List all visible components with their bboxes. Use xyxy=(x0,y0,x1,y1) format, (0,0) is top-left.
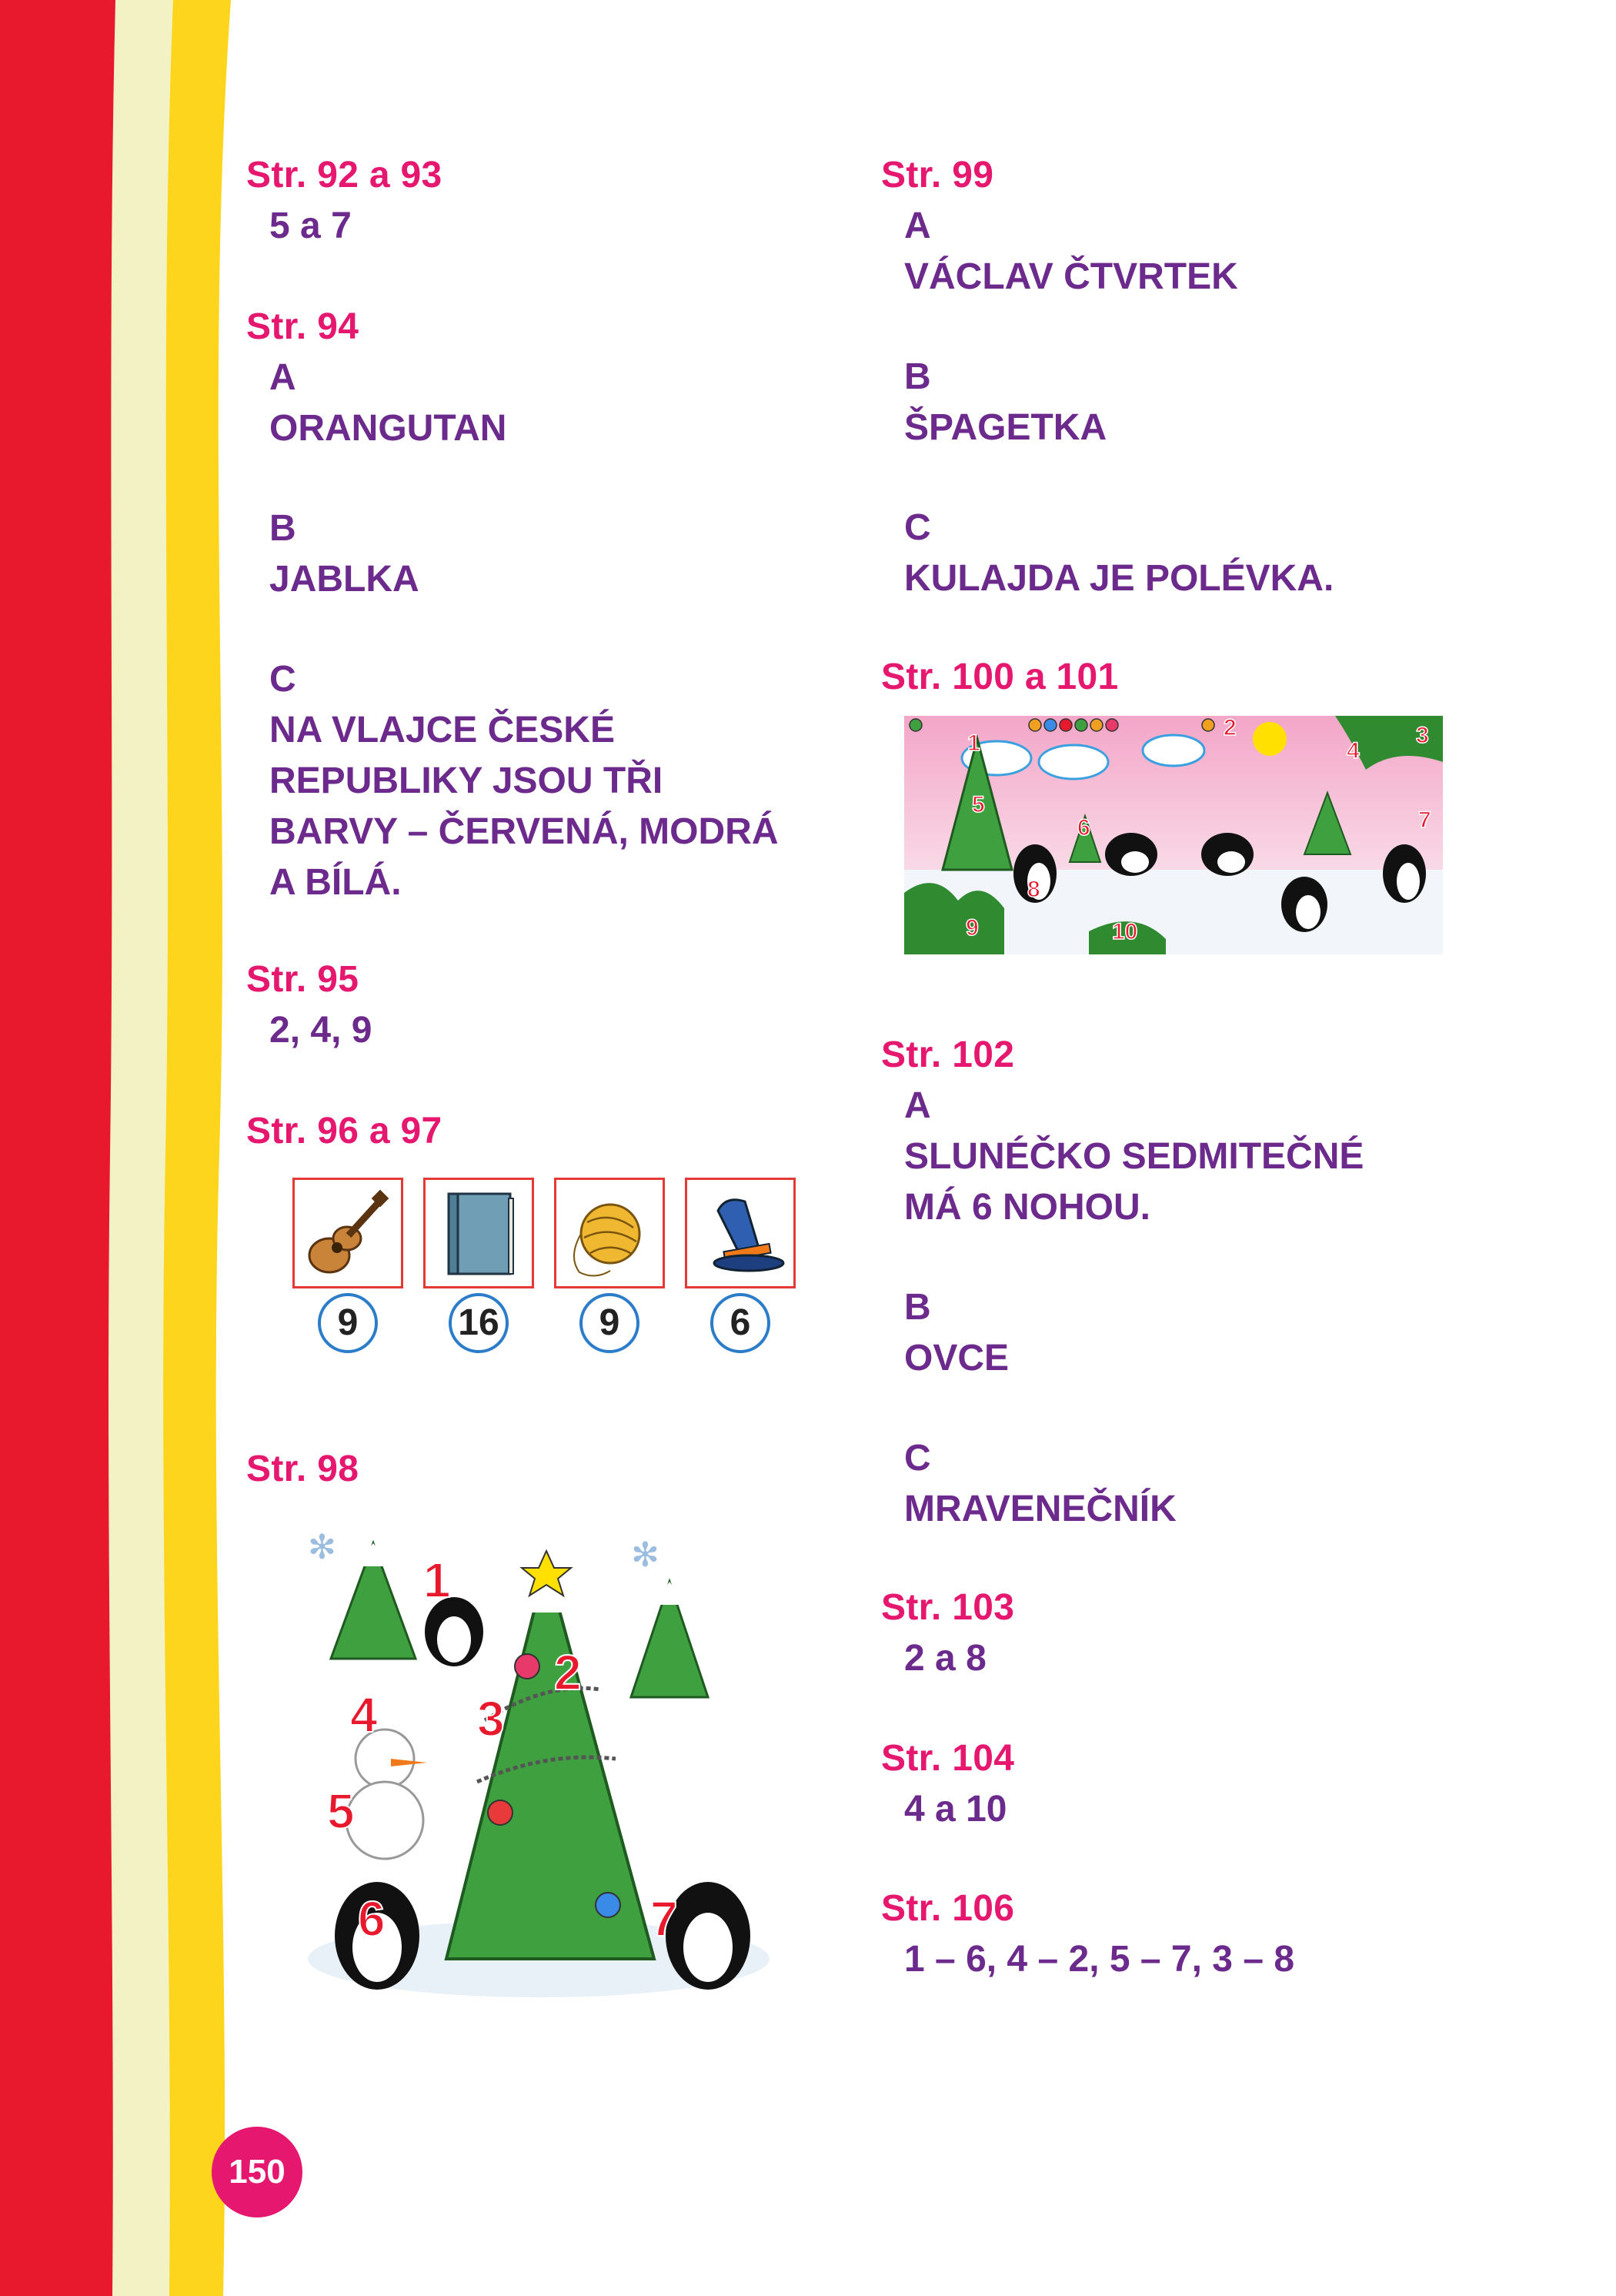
section-title: Str. 92 a 93 xyxy=(246,155,442,196)
figure-number: 7 xyxy=(1418,807,1431,833)
section-str-103 xyxy=(881,1582,1014,1684)
answer-line: B xyxy=(904,1287,931,1328)
section-title: Str. 94 xyxy=(246,306,359,347)
svg-text:✻: ✻ xyxy=(631,1536,659,1574)
section-title: Str. 104 xyxy=(881,1738,1015,1779)
figure-number: 5 xyxy=(327,1783,355,1839)
figure-number: 4 xyxy=(1347,738,1360,764)
figure-number: 8 xyxy=(1027,877,1040,902)
answer-line: 5 a 7 xyxy=(269,206,352,246)
figure-number: 5 xyxy=(972,792,985,817)
book-icon xyxy=(423,1178,534,1288)
figure-number: 2 xyxy=(1224,716,1237,740)
section-str-99 xyxy=(881,150,1334,604)
page-number: 150 xyxy=(212,2127,302,2217)
figure-number: 4 xyxy=(350,1687,378,1743)
section-title: Str. 103 xyxy=(881,1587,1015,1628)
yarn-ball-icon xyxy=(554,1178,665,1288)
answer-line: SLUNÉČKO SEDMITEČNÉ xyxy=(904,1136,1364,1177)
answer-line: OVCE xyxy=(904,1338,1010,1379)
figure-number: 2 xyxy=(554,1645,582,1700)
item-number-circle: 6 xyxy=(710,1293,770,1353)
figure-number: 10 xyxy=(1112,919,1138,944)
section-title: Str. 106 xyxy=(881,1888,1015,1929)
christmas-tree-penguins-figure xyxy=(292,1528,785,2013)
answer-line: NA VLAJCE ČESKÉ xyxy=(269,710,615,750)
section-title: Str. 95 xyxy=(246,959,359,1000)
answer-line: VÁCLAV ČTVRTEK xyxy=(904,256,1238,297)
answer-line: ŠPAGETKA xyxy=(904,407,1107,448)
section-str-94 xyxy=(246,302,778,908)
answer-line: BARVY – ČERVENÁ, MODRÁ xyxy=(269,811,779,852)
answer-line: C xyxy=(904,1438,931,1479)
answer-line: REPUBLIKY JSOU TŘI xyxy=(269,760,663,801)
figure-number: 3 xyxy=(477,1691,505,1746)
answer-line: 2 a 8 xyxy=(904,1638,987,1679)
section-title: Str. 99 xyxy=(881,155,994,196)
section-str-100 xyxy=(881,652,1118,703)
section-str-98 xyxy=(246,1444,359,1495)
answer-line: A xyxy=(904,1085,931,1126)
section-str-106 xyxy=(881,1883,1294,1985)
section-str-104 xyxy=(881,1733,1014,1835)
figure-number: 3 xyxy=(1416,723,1429,748)
section-str-92 xyxy=(246,150,442,252)
section-title: Str. 98 xyxy=(246,1449,359,1489)
top-hat-icon xyxy=(685,1178,796,1288)
figure-number: 9 xyxy=(966,915,979,941)
answer-line: A xyxy=(904,206,931,246)
answer-line: 2, 4, 9 xyxy=(269,1010,372,1051)
section-title: Str. 100 a 101 xyxy=(881,657,1119,697)
answer-line: B xyxy=(904,356,931,397)
answer-line: 1 – 6, 4 – 2, 5 – 7, 3 – 8 xyxy=(904,1939,1295,1980)
answer-line: JABLKA xyxy=(269,559,419,600)
section-title: Str. 96 a 97 xyxy=(246,1111,442,1151)
svg-text:✻: ✻ xyxy=(308,1529,336,1566)
section-str-102 xyxy=(881,1030,1364,1535)
figure-number: 6 xyxy=(1077,815,1090,841)
decorative-side-stripes xyxy=(0,0,246,2296)
section-title: Str. 102 xyxy=(881,1034,1015,1075)
answer-line: 4 a 10 xyxy=(904,1789,1007,1830)
figure-number: 1 xyxy=(423,1552,451,1608)
answer-line: A BÍLÁ. xyxy=(269,862,402,903)
figure-number: 7 xyxy=(650,1891,678,1947)
item-number-circle: 9 xyxy=(579,1293,639,1353)
answer-line: MÁ 6 NOHOU. xyxy=(904,1187,1151,1228)
answer-line: B xyxy=(269,508,296,549)
skating-penguins-figure xyxy=(904,716,1443,954)
answer-line: ORANGUTAN xyxy=(269,408,507,449)
figure-number: 1 xyxy=(967,730,980,756)
answer-line: A xyxy=(269,357,296,398)
answer-line: C xyxy=(904,507,931,548)
section-str-95 xyxy=(246,954,372,1056)
section-str-96 xyxy=(246,1106,442,1157)
figure-number: 6 xyxy=(358,1891,386,1947)
answer-line: MRAVENEČNÍK xyxy=(904,1489,1177,1529)
answer-line: C xyxy=(269,659,296,700)
guitar-icon xyxy=(292,1178,403,1288)
item-number-circle: 9 xyxy=(318,1293,378,1353)
item-number-circle: 16 xyxy=(449,1293,509,1353)
items-figure xyxy=(292,1178,831,1355)
answer-line: KULAJDA JE POLÉVKA. xyxy=(904,558,1334,599)
